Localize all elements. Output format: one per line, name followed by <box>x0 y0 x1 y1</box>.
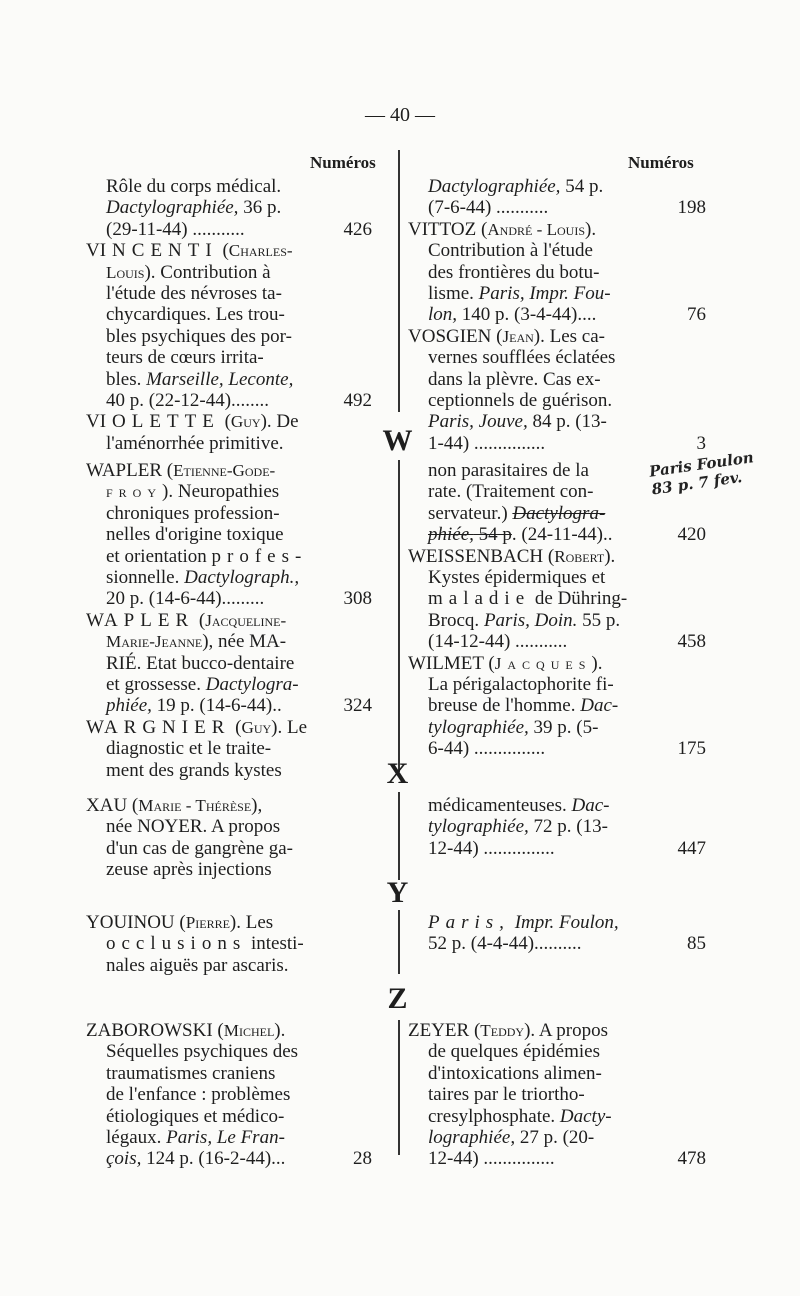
column-divider <box>398 910 400 974</box>
page-number: — 40 — <box>365 104 435 126</box>
section-letter-z: Z <box>387 982 408 1015</box>
column-header-right: Numéros <box>628 153 694 172</box>
section-z-left: ZABOROWSKI (Michel). Séquelles psychiques des traumatismes craniens de l'enfance : problèmes étiologiques et médico- légaux. Paris, Le Fran- çois, 124 p. (16-2-44)... 28 <box>86 1020 372 1170</box>
section-x-right: médicamenteuses. Dac- tylographiée, 72 p. (13- 12-44) ............... 447 <box>428 795 706 859</box>
column-divider <box>398 1020 400 1155</box>
column-divider <box>398 792 400 880</box>
section-w-left: WAPLER (Etienne-Gode- froy). Neuropathies chroniques profession- nelles d'origine toxique et orientation profes- sionnelle. Dactylograph., 20 p. (14-6-44)......... 308 WAPLER (Jacqueline- Marie-Jeanne), née MA- RIÉ. Etat bucco-dentaire et grossesse. Dactylogra- phiée, 19 p. (14-6-44).. 324 WARGNIER (Guy). Le diagnostic et le traite- ment des grands kystes <box>86 460 372 781</box>
column-header-left: Numéros <box>310 153 376 172</box>
section-y-left: YOUINOU (Pierre). Les occlusions intesti- nales aiguës par ascaris. <box>86 912 304 976</box>
section-v-left: Rôle du corps médical. Dactylographiée, 36 p. (29-11-44) ........... 426 VINCENTI (Charles- Louis). Contribution à l'étude des névroses ta- chycardiques. Les trou- bles psychiques des por- teurs de cœurs irrita- bles. Marseille, Leconte, 40 p. (22-12-44)........ 492 VIOLETTE (Guy). De l'aménorrhée primitive. <box>86 176 372 454</box>
section-x-left: XAU (Marie - Thérèse), née NOYER. A propos d'un cas de gangrène ga- zeuse après injections <box>86 795 294 881</box>
section-letter-y: Y <box>386 876 409 909</box>
column-divider <box>398 460 400 772</box>
section-letter-x: X <box>386 757 409 790</box>
handwritten-note: Paris Foulon 83 p. 7 fev. <box>648 448 755 499</box>
section-y-right: Paris, Impr. Foulon, 52 p. (4-4-44).......... 85 <box>428 912 706 955</box>
section-z-right: ZEYER (Teddy). A propos de quelques épidémies d'intoxications alimen- taires par le triortho- cresylphosphate. Dacty- lographiée, 27 p. (20- 12-44) ............... 478 <box>408 1020 706 1170</box>
section-w-right: non parasitaires de la rate. (Traitement con- servateur.) Dactylogra- phiée, 54 p. (24-11-44).. 420 WEISSENBACH (Robert). Kystes épidermiques et maladie de Dühring- Brocq. Paris, Doin. 55 p. (14-12-44) ........... 458 WILMET (Jacques). La périgalactophorite fi- breuse de l'homme. Dac- tylographiée, 39 p. (5- 6-44) ............... 175 <box>408 460 706 760</box>
column-divider <box>398 150 400 412</box>
section-v-right: Dactylographiée, 54 p. (7-6-44) ........... 198 VITTOZ (André - Louis). Contribution à l'étude des frontières du botu- lisme. Paris, Impr. Fou- lon, 140 p. (3-4-44).... 76 VOSGIEN (Jean). Les ca- vernes soufflées éclatées dans la plèvre. Cas ex- ceptionnels de guérison. Paris, Jouve, 84 p. (13- 1-44) ............... 3 <box>408 176 706 454</box>
section-letter-w: W <box>382 424 413 457</box>
